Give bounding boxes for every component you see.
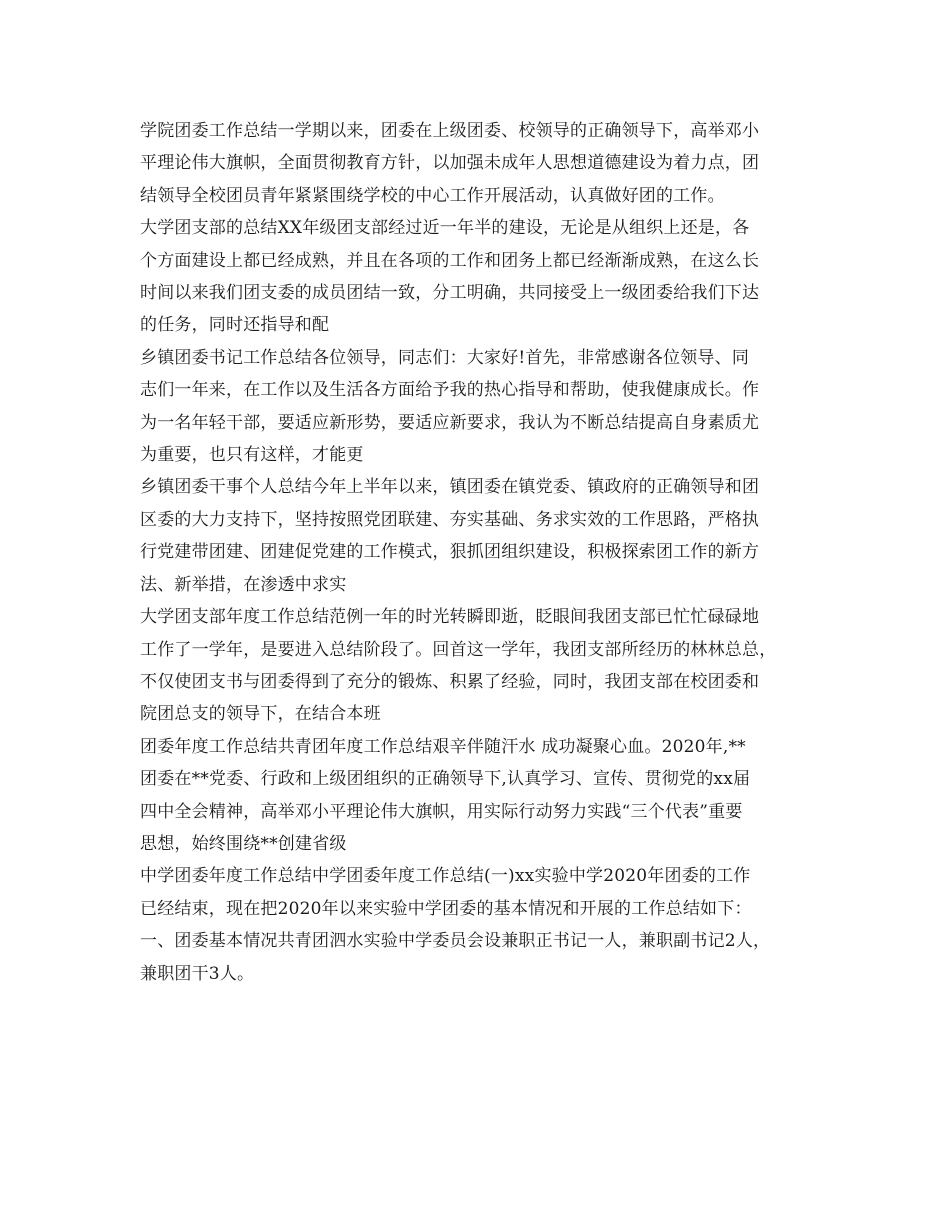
text-line: 中学团委年度工作总结中学团委年度工作总结(一)xx实验中学2020年团委的工作 xyxy=(140,866,751,887)
text-line: 的任务，同时还指导和配 xyxy=(140,315,330,336)
text-line: 团委年度工作总结共青团年度工作总结艰辛伴随汗水 成功凝聚心血。2020年,** xyxy=(140,736,746,757)
text-line: 兼职团干3人。 xyxy=(140,963,255,984)
text-line: 区委的大力支持下，坚持按照党团联建、夯实基础、务求实效的工作思路，严格执 xyxy=(140,509,760,530)
text-line: 团委在**党委、行政和上级团组织的正确领导下,认真学习、宣传、贯彻党的xx届 xyxy=(140,769,751,790)
text-line: 已经结束，现在把2020年以来实验中学团委的基本情况和开展的工作总结如下： xyxy=(140,898,752,919)
text-line: 大学团支部的总结XX年级团支部经过近一年半的建设，无论是从组织上还是，各 xyxy=(140,218,750,239)
text-line: 不仅使团支书与团委得到了充分的锻炼、积累了经验，同时，我团支部在校团委和 xyxy=(140,671,760,692)
text-line: 四中全会精神，高举邓小平理论伟大旗帜，用实际行动努力实践“三个代表”重要 xyxy=(140,801,743,822)
text-line: 志们一年来，在工作以及生活各方面给予我的热心指导和帮助，使我健康成长。作 xyxy=(140,380,760,401)
text-line: 结领导全校团员青年紧紧围绕学校的中心工作开展活动，认真做好团的工作。 xyxy=(140,185,725,206)
text-line: 工作了一学年，是要进入总结阶段了。回首这一学年，我团支部所经历的林林总总， xyxy=(140,639,777,660)
text-line: 行党建带团建、团建促党建的工作模式，狠抓团组织建设，积极探索团工作的新方 xyxy=(140,542,760,563)
text-line: 大学团支部年度工作总结范例一年的时光转瞬即逝，眨眼间我团支部已忙忙碌碌地 xyxy=(140,607,760,628)
text-line: 一、团委基本情况共青团泗水实验中学委员会设兼职正书记一人，兼职副书记2人， xyxy=(140,931,771,952)
text-line: 为一名年轻干部，要适应新形势，要适应新要求，我认为不断总结提高自身素质尤 xyxy=(140,412,760,433)
text-line: 个方面建设上都已经成熟，并且在各项的工作和团务上都已经渐渐成熟，在这么长 xyxy=(140,250,760,271)
text-line: 平理论伟大旗帜，全面贯彻教育方针，以加强未成年人思想道德建设为着力点，团 xyxy=(140,153,760,174)
text-line: 法、新举措，在渗透中求实 xyxy=(140,574,347,595)
text-line: 思想，始终围绕**创建省级 xyxy=(140,833,347,854)
text-line: 院团总支的领导下，在结合本班 xyxy=(140,704,381,725)
text-line: 为重要，也只有这样，才能更 xyxy=(140,445,364,466)
text-line: 学院团委工作总结一学期以来，团委在上级团委、校领导的正确领导下，高举邓小 xyxy=(140,121,760,141)
document-body xyxy=(140,115,840,990)
text-line: 时间以来我们团支委的成员团结一致，分工明确，共同接受上一级团委给我们下达 xyxy=(140,283,760,304)
text-line: 乡镇团委书记工作总结各位领导，同志们：大家好!首先，非常感谢各位领导、同 xyxy=(140,347,750,368)
text-line: 乡镇团委干事个人总结今年上半年以来，镇团委在镇党委、镇政府的正确领导和团 xyxy=(140,477,760,498)
